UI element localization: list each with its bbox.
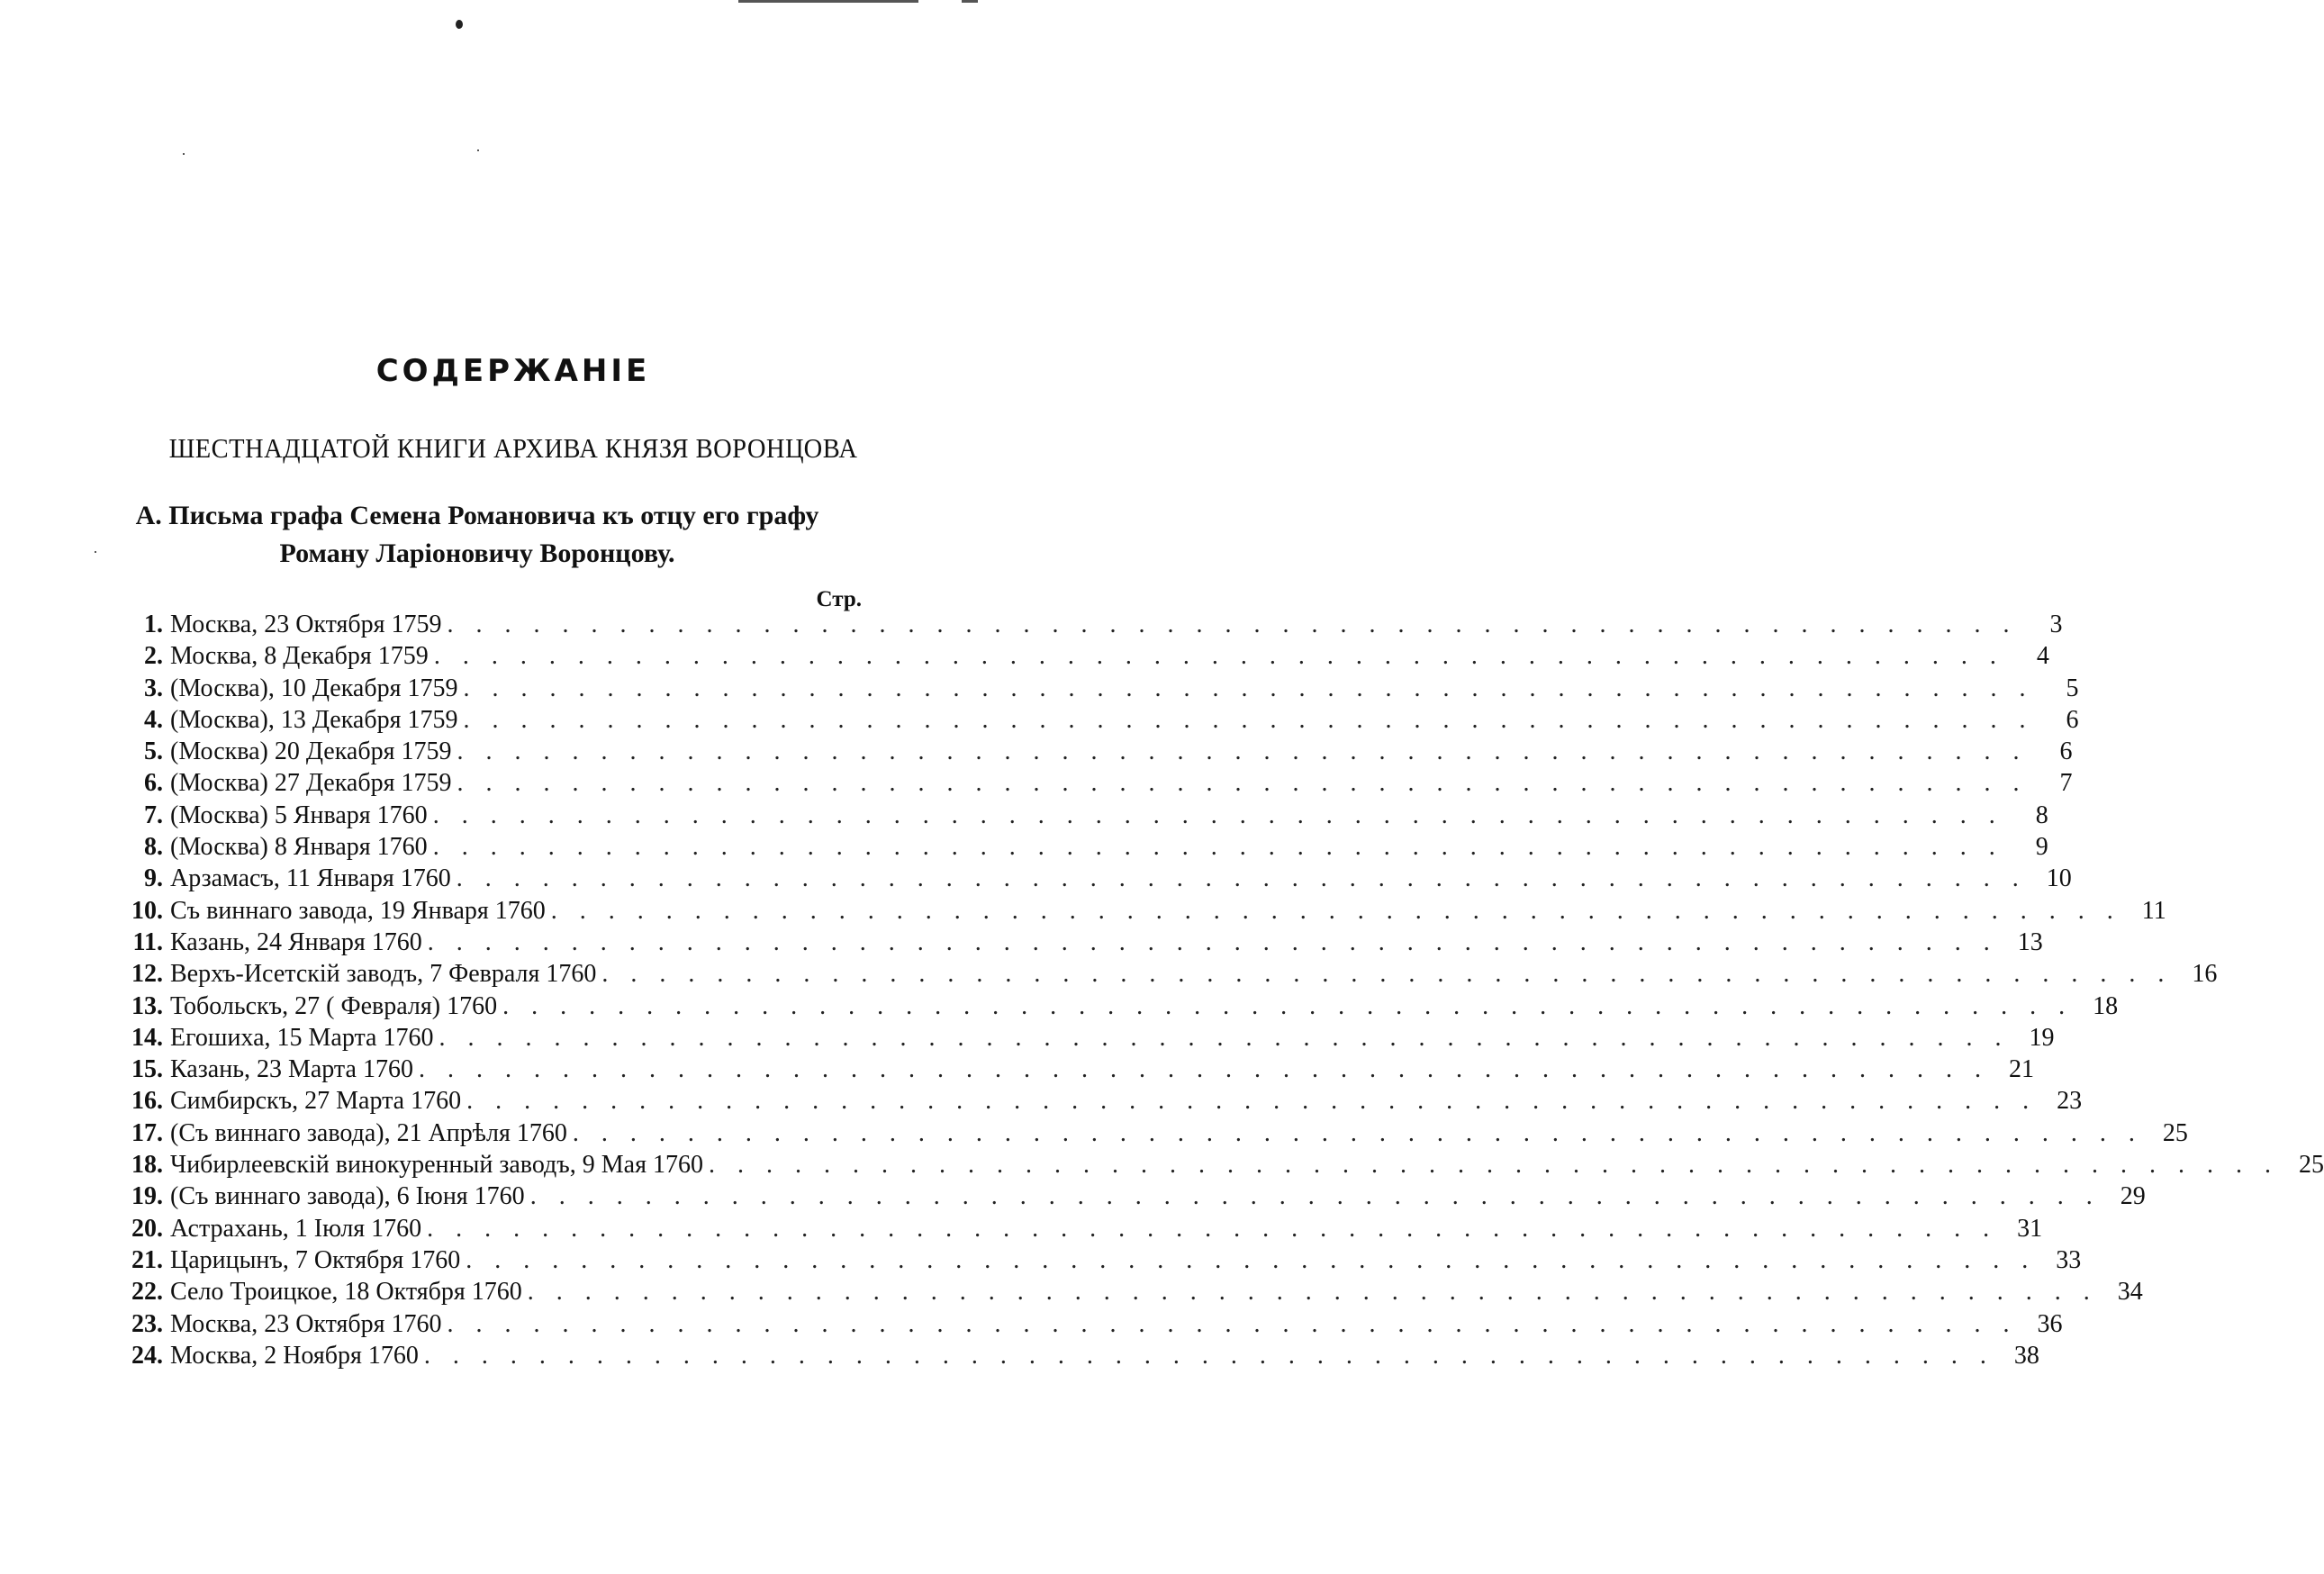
- toc-leader-dots: [448, 1310, 2018, 1339]
- toc-entry: [113, 960, 2218, 991]
- toc-entry-number: 4.: [144, 705, 163, 734]
- toc-entry-number: 5.: [144, 737, 163, 766]
- toc-entry-page: 36: [2037, 1309, 2063, 1338]
- toc-entry-title: (Москва) 20 Декабря 1759: [170, 737, 452, 766]
- toc-entry-page: 19: [2029, 1023, 2055, 1052]
- toc-entry-number: 12.: [131, 960, 163, 989]
- section-heading: [117, 497, 837, 573]
- toc-entry-title: Казань, 23 Марта 1760: [170, 1055, 413, 1084]
- toc-leader-dots: [530, 1182, 2101, 1211]
- toc-entry-page: 13: [2017, 927, 2043, 956]
- toc-entry-page: 18: [2093, 991, 2119, 1020]
- toc-leader-dots: [433, 801, 2003, 830]
- toc-entry: [113, 737, 2073, 769]
- toc-entry: [113, 896, 2166, 928]
- toc-entry-title: Арзамасъ, 11 Января 1760: [170, 864, 451, 893]
- toc-entry: [113, 705, 2079, 737]
- toc-leader-dots: [427, 1215, 1997, 1244]
- toc-entry-page: 21: [2008, 1055, 2034, 1084]
- toc-leader-dots: [463, 674, 2033, 703]
- toc-entry-page: 5: [2066, 674, 2079, 702]
- toc-entry: [113, 864, 2072, 896]
- toc-entry: [113, 642, 2049, 674]
- toc-entry-page: 6: [2066, 705, 2079, 734]
- toc-leader-dots: [502, 992, 2073, 1021]
- toc-leader-dots: [466, 1246, 2036, 1275]
- toc-leader-dots: [601, 960, 2172, 989]
- toc-entry-page: 33: [2056, 1245, 2082, 1274]
- toc-entry: [113, 833, 2048, 864]
- toc-entry: [113, 1182, 2146, 1214]
- toc-entry-title: Москва, 2 Ноября 1760: [170, 1341, 419, 1370]
- toc-entry: [113, 1309, 2063, 1342]
- toc-entry: [113, 1214, 2043, 1246]
- toc-entry-title: Царицынъ, 7 Октября 1760: [170, 1245, 461, 1274]
- table-of-contents: [113, 611, 2324, 1373]
- toc-entry-number: 24.: [131, 1341, 163, 1370]
- toc-entry-number: 16.: [131, 1087, 163, 1116]
- toc-entry-number: 1.: [144, 611, 163, 638]
- toc-leader-dots: [573, 1119, 2143, 1148]
- toc-leader-dots: [434, 642, 2004, 671]
- toc-leader-dots: [439, 1024, 2009, 1053]
- toc-entry-title: (Москва) 5 Января 1760: [170, 801, 428, 829]
- toc-entry: [113, 611, 2063, 642]
- toc-entry: [113, 674, 2079, 706]
- toc-entry-page: 6: [2059, 737, 2073, 766]
- toc-entry-title: (Съ виннаго завода), 21 Апрѣля 1760: [170, 1118, 567, 1147]
- toc-entry-title: (Москва) 27 Декабря 1759: [170, 769, 452, 798]
- toc-entry-number: 17.: [131, 1118, 163, 1147]
- toc-entry-number: 23.: [131, 1309, 163, 1338]
- toc-entry-title: (Москва), 10 Декабря 1759: [170, 674, 458, 702]
- toc-entry-number: 3.: [144, 674, 163, 702]
- toc-entry-number: 9.: [144, 864, 163, 893]
- toc-entry-page: 9: [2035, 833, 2048, 862]
- toc-entry-page: 7: [2059, 769, 2073, 798]
- toc-entry-number: 22.: [131, 1278, 163, 1307]
- toc-entry-title: Казань, 24 Января 1760: [170, 927, 422, 956]
- toc-entry-title: Москва, 23 Октября 1760: [170, 1309, 442, 1338]
- toc-entry-page: 23: [2057, 1087, 2083, 1116]
- toc-leader-dots: [424, 1342, 1994, 1370]
- toc-entry-title: Село Троицкое, 18 Октября 1760: [170, 1278, 522, 1307]
- toc-entry-page: 25: [2162, 1118, 2188, 1147]
- toc-entry: [113, 1278, 2143, 1309]
- toc-entry: [113, 1023, 2055, 1055]
- toc-entry-number: 11.: [132, 927, 163, 956]
- toc-entry: [113, 801, 2048, 833]
- toc-entry-title: Москва, 8 Декабря 1759: [170, 642, 429, 671]
- toc-entry-title: Съ виннаго завода, 19 Января 1760: [170, 896, 546, 925]
- toc-entry: [113, 1055, 2034, 1087]
- toc-leader-dots: [463, 706, 2033, 735]
- toc-entry-page: 25: [2298, 1151, 2324, 1180]
- toc-entry-page: 31: [2017, 1214, 2043, 1243]
- toc-entry-number: 10.: [131, 896, 163, 925]
- section-heading-line-2: Роману Ларіоновичу Воронцову.: [279, 538, 675, 568]
- toc-entry-number: 14.: [131, 1023, 163, 1052]
- toc-leader-dots: [457, 737, 2027, 766]
- toc-entry: [113, 1118, 2188, 1151]
- toc-entry-number: 6.: [144, 769, 163, 798]
- toc-entry-number: 2.: [144, 642, 163, 671]
- scan-speck: [183, 153, 185, 155]
- toc-entry-title: Чибирлеевскій винокуренный заводъ, 9 Мая 1760: [170, 1151, 703, 1180]
- toc-leader-dots: [466, 1087, 2037, 1116]
- toc-leader-dots: [551, 897, 2121, 926]
- toc-entry-page: 10: [2046, 864, 2072, 893]
- toc-entry-number: 21.: [131, 1245, 163, 1274]
- toc-entry-title: (Москва), 13 Декабря 1759: [170, 705, 458, 734]
- toc-entry-title: Верхъ-Исетскій заводъ, 7 Февраля 1760: [170, 960, 597, 989]
- toc-leader-dots: [428, 928, 1998, 957]
- toc-entry: [113, 1341, 2039, 1373]
- toc-entry-number: 15.: [131, 1055, 163, 1084]
- toc-entry-title: Москва, 23 Октября 1759: [170, 611, 442, 638]
- toc-entry-number: 18.: [131, 1151, 163, 1180]
- toc-entry-number: 7.: [144, 801, 163, 829]
- toc-entry-number: 8.: [144, 833, 163, 862]
- toc-entry-title: (Съ виннаго завода), 6 Іюня 1760: [170, 1182, 525, 1211]
- toc-leader-dots: [433, 833, 2003, 862]
- toc-entry-title: Симбирскъ, 27 Марта 1760: [170, 1087, 462, 1116]
- toc-entry: [113, 1087, 2083, 1118]
- toc-entry: [113, 991, 2119, 1024]
- toc-leader-dots: [709, 1151, 2279, 1180]
- toc-leader-dots: [528, 1278, 2098, 1307]
- scan-speck: [477, 149, 479, 151]
- toc-entry-title: Тобольскъ, 27 ( Февраля) 1760: [170, 991, 498, 1020]
- toc-leader-dots: [457, 864, 2027, 893]
- toc-entry-page: 11: [2141, 896, 2166, 925]
- toc-entry-title: Егошиха, 15 Марта 1760: [170, 1023, 434, 1052]
- page-title: СОДЕРЖАНІЕ: [375, 353, 651, 389]
- toc-entry-number: 20.: [131, 1214, 163, 1243]
- toc-entry-title: Астрахань, 1 Іюля 1760: [170, 1214, 422, 1243]
- scan-top-edge: [738, 0, 918, 3]
- toc-entry-page: 29: [2120, 1182, 2146, 1211]
- toc-entry: [113, 1245, 2082, 1278]
- toc-leader-dots: [419, 1055, 1989, 1084]
- scan-speck: [456, 20, 463, 29]
- toc-entry: [113, 1151, 2324, 1182]
- toc-entry-page: 16: [2192, 960, 2218, 989]
- page-column-label: Стр.: [816, 587, 862, 611]
- toc-entry-page: 8: [2035, 801, 2048, 829]
- section-heading-line-1: А. Письма графа Семена Романовича къ отцу его графу: [135, 501, 819, 530]
- toc-entry-page: 3: [2049, 611, 2063, 638]
- scan-speck: [95, 551, 96, 553]
- toc-entry-number: 13.: [131, 991, 163, 1020]
- page-subtitle: ШЕСТНАДЦАТОЙ КНИГИ АРХИВА КНЯЗЯ ВОРОНЦОВА: [168, 432, 858, 464]
- toc-leader-dots: [457, 769, 2027, 798]
- toc-entry: [113, 927, 2043, 960]
- toc-entry-page: 38: [2013, 1341, 2039, 1370]
- toc-entry-number: 19.: [131, 1182, 163, 1211]
- toc-entry-page: 34: [2117, 1278, 2143, 1307]
- toc-entry-title: (Москва) 8 Января 1760: [170, 833, 428, 862]
- toc-leader-dots: [448, 611, 2018, 639]
- scan-top-edge: [962, 0, 978, 3]
- toc-entry-page: 4: [2036, 642, 2049, 671]
- toc-entry: [113, 769, 2073, 801]
